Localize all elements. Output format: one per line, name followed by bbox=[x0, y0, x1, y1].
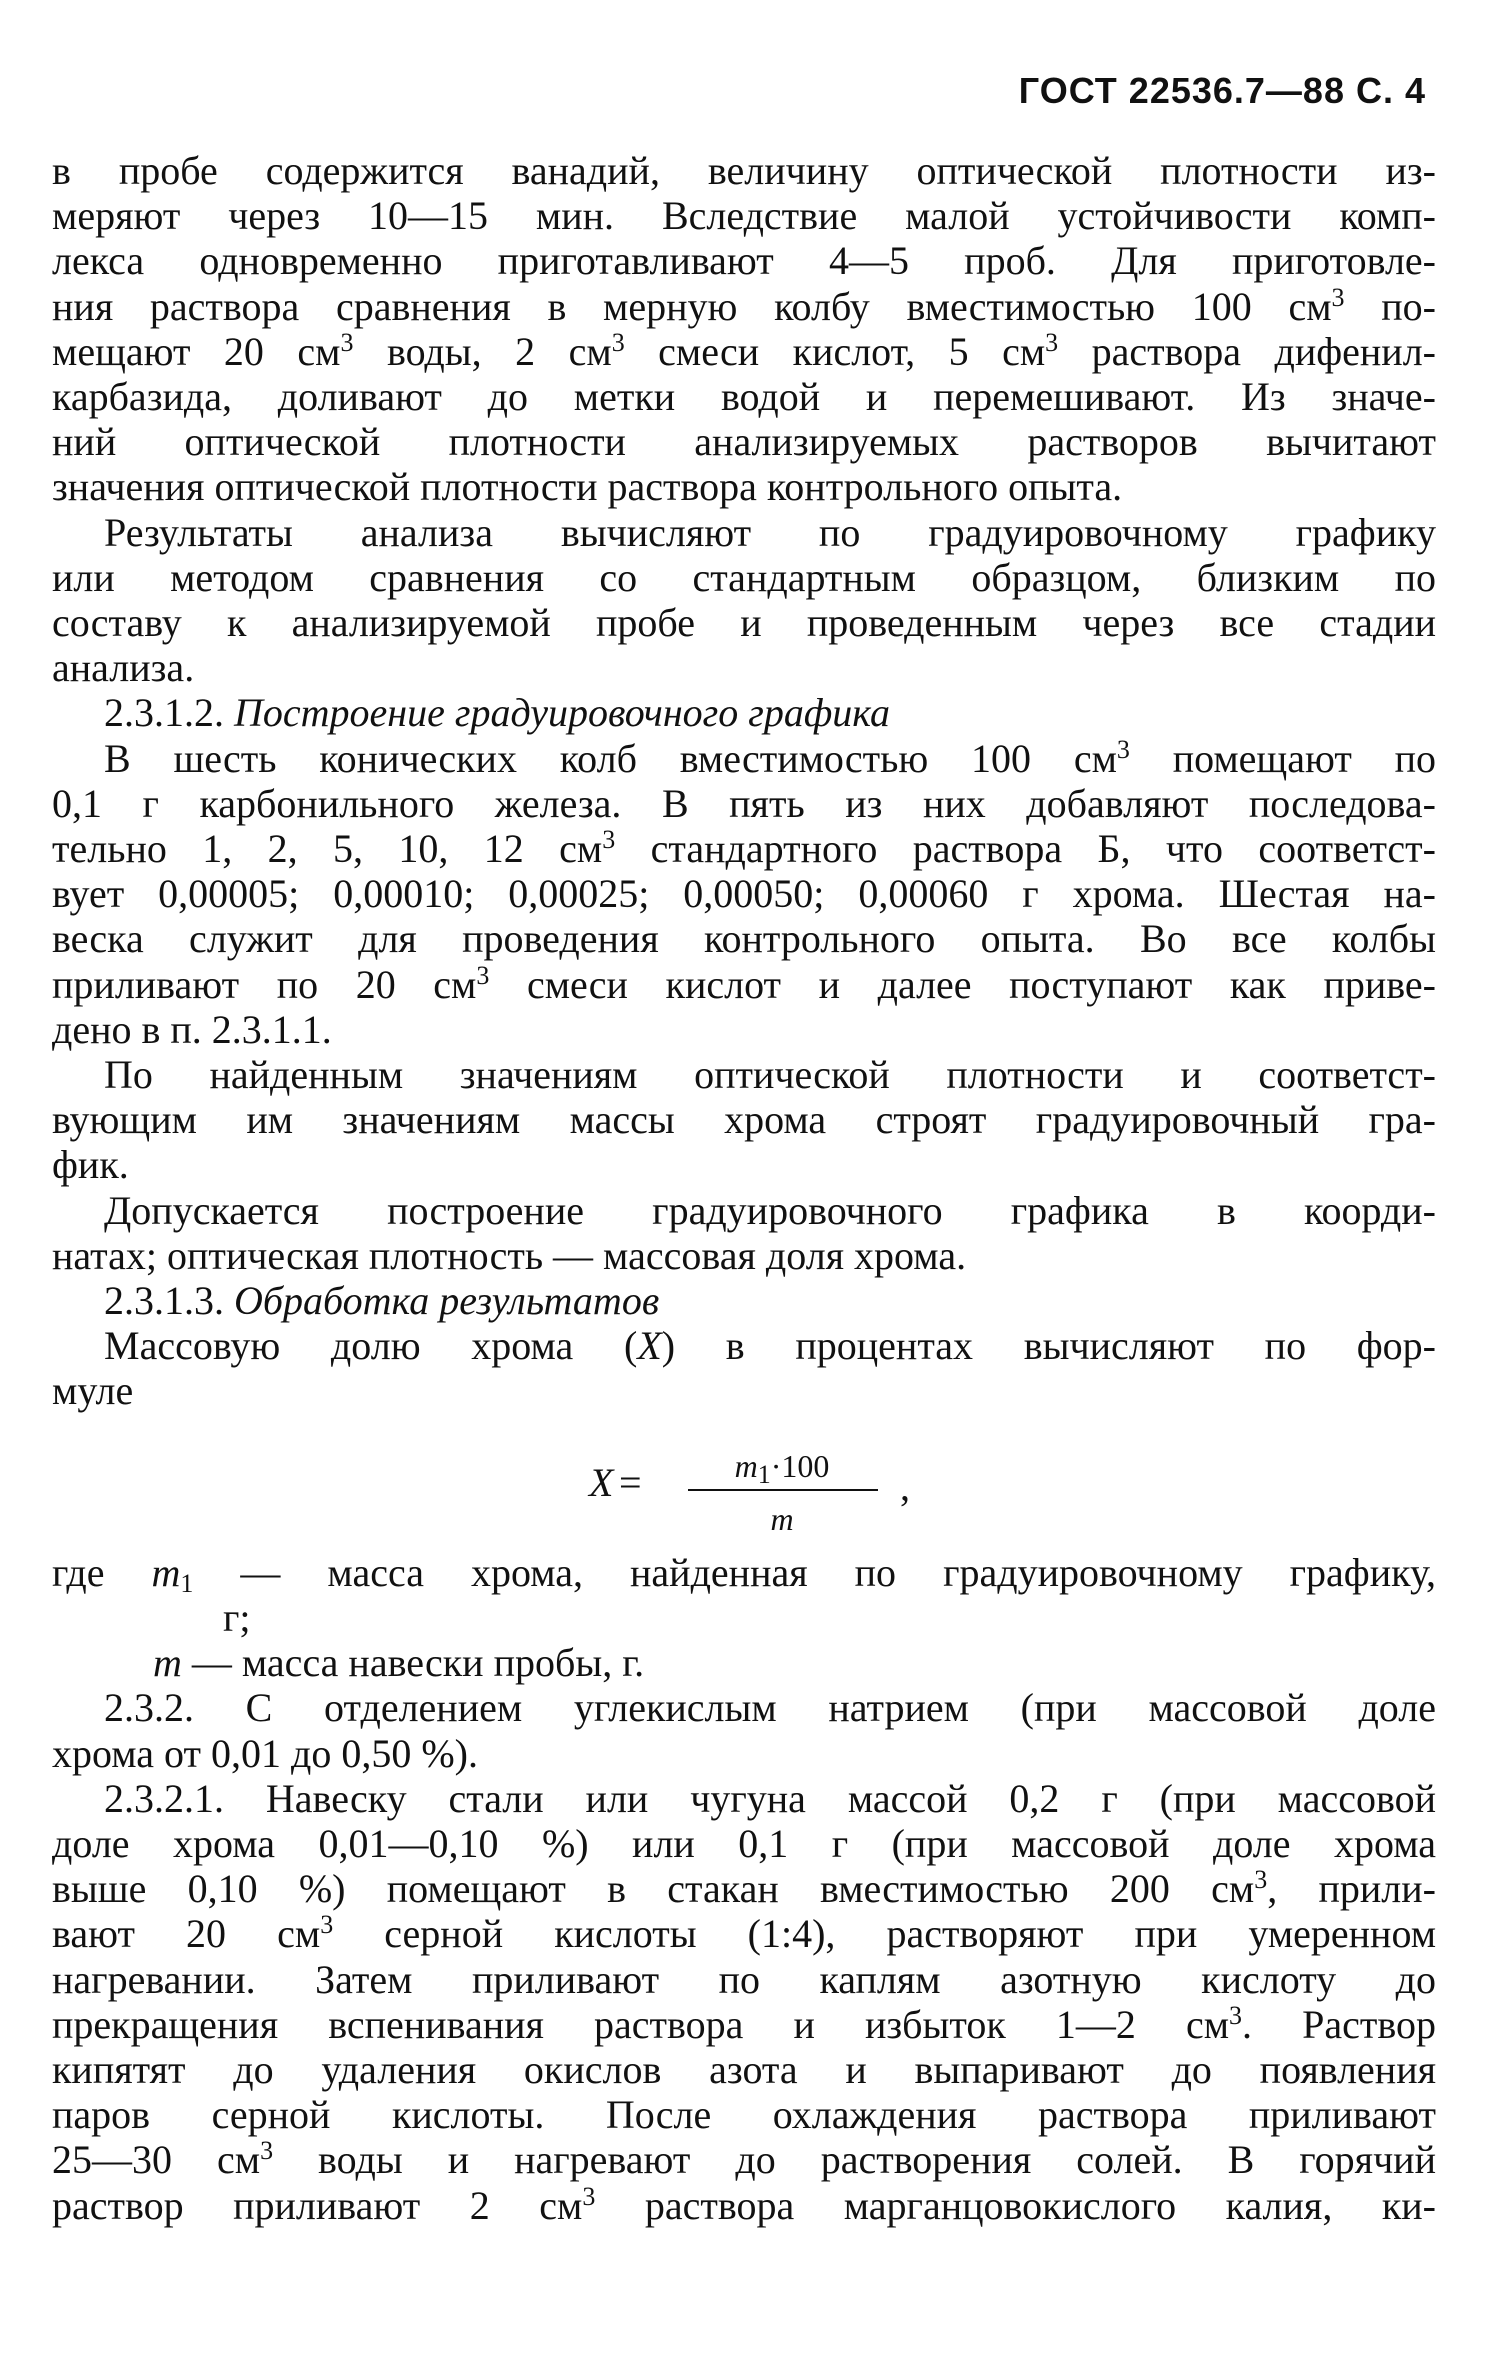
formula-mass-fraction bbox=[52, 1414, 1436, 1550]
text-line: ния раствора сравнения в мерную колбу вместимостью 100 $см^3$ по- bbox=[52, 282, 1436, 329]
fraction-bar bbox=[688, 1489, 878, 1491]
section-heading-2-3-1-2: 2.3.1.2. Построение градуировочного графика bbox=[104, 690, 890, 736]
paragraph-2-3-2 bbox=[52, 1685, 1436, 1775]
text-line: 25—30 $см^3$ воды и нагревают до растворения солей. В горячий bbox=[52, 2136, 1436, 2183]
text-line: вают 20 $см^3$ серной кислоты (1:4), растворяют при умеренном bbox=[52, 1910, 1437, 1957]
text-line: меряют через 10—15 мин. Вследствие малой устойчивости комп- bbox=[52, 193, 1436, 239]
page-header: ГОСТ 22536.7—88 С. 4 bbox=[1018, 70, 1426, 111]
paragraph-mass-fraction bbox=[52, 1323, 1436, 1413]
text-line: выше 0,10 %) помещают в стакан вместимостью 200 $см^3$, прили- bbox=[52, 1865, 1436, 1912]
text-line: муле bbox=[52, 1368, 134, 1414]
text-line: вует 0,00005; 0,00010; 0,00025; 0,00050; 0,00060 г хрома. Шестая на- bbox=[52, 871, 1436, 917]
text-line: тельно 1, 2, 5, 10, 12 $см^3$ стандартного раствора Б, что соответст- bbox=[52, 825, 1436, 872]
text-line: мещают 20 $см^3$ воды, 2 $см^3$ смеси кислот, 5 $см^3$ раствора дифенил- bbox=[52, 327, 1436, 374]
formula-numerator: $m_1\cdot 100$ bbox=[734, 1447, 830, 1489]
paragraph-calibration bbox=[52, 736, 1436, 1052]
formula-denominator: m bbox=[770, 1500, 794, 1537]
text-line: 2.3.2.1. Навеску стали или чугуна массой 0,2 г (при массовой bbox=[104, 1775, 1436, 1821]
text-line: паров серной кислоты. После охлаждения раствора приливают bbox=[52, 2092, 1436, 2138]
text-line: В шесть конических колб вместимостью 100 $см^3$ помещают по bbox=[104, 734, 1436, 781]
text-line: дено в п. 2.3.1.1. bbox=[52, 1006, 332, 1052]
text-line: хрома от 0,01 до 0,50 %). bbox=[52, 1730, 478, 1776]
text-line: раствор приливают 2 $см^3$ раствора марганцовокислого калия, ки- bbox=[52, 2181, 1436, 2228]
paragraph-2-3-2-1 bbox=[52, 1776, 1436, 2228]
legend-m: m — масса навески пробы, г. bbox=[153, 1640, 645, 1686]
formula-comma: , bbox=[900, 1463, 910, 1509]
text-line: приливают по 20 $см^3$ смеси кислот и далее поступают как приве- bbox=[52, 960, 1436, 1007]
section-heading-2-3-1-3: 2.3.1.3. Обработка результатов bbox=[104, 1278, 660, 1324]
text-line: ний оптической плотности анализируемых растворов вычитают bbox=[52, 419, 1436, 465]
text-line: Результаты анализа вычисляют по градуировочному графику bbox=[104, 509, 1436, 555]
text-line: Массовую долю хрома (X) в процентах вычисляют по фор- bbox=[104, 1323, 1437, 1369]
paragraph-graph bbox=[52, 1052, 1436, 1188]
legend-m1-unit: г; bbox=[223, 1594, 251, 1640]
text-line: 0,1 г карбонильного железа. В пять из них добавляют последова- bbox=[52, 780, 1436, 826]
text-line: натах; оптическая плотность — массовая доля хрома. bbox=[52, 1232, 967, 1278]
text-line: карбазида, доливают до метки водой и перемешивают. Из значе- bbox=[52, 374, 1436, 420]
legend-m1: где $m_1$ — масса хрома, найденная по градуировочному графику, bbox=[52, 1549, 1436, 1598]
paragraph-allowed bbox=[52, 1188, 1436, 1278]
text-line: составу к анализируемой пробе и проведенным через все стадии bbox=[52, 600, 1436, 646]
formula-equals: = bbox=[619, 1459, 642, 1505]
text-line: или методом сравнения со стандартным образцом, близким по bbox=[52, 554, 1436, 600]
text-line: в пробе содержится ванадий, величину оптической плотности из- bbox=[52, 148, 1436, 193]
text-line: Допускается построение градуировочного графика в коорди- bbox=[104, 1187, 1436, 1233]
paragraph-continuation bbox=[52, 148, 1436, 510]
text-line: 2.3.2. С отделением углекислым натрием (при массовой доле bbox=[104, 1685, 1436, 1731]
text-line: анализа. bbox=[52, 645, 195, 691]
text-line: фик. bbox=[52, 1142, 129, 1188]
paragraph-results bbox=[52, 510, 1436, 691]
text-line: кипятят до удаления окислов азота и выпаривают до появления bbox=[52, 2046, 1436, 2092]
text-line: значения оптической плотности раствора контрольного опыта. bbox=[52, 464, 1123, 510]
text-line: нагревании. Затем приливают по каплям азотную кислоту до bbox=[52, 1956, 1436, 2002]
body-text bbox=[52, 148, 1436, 2228]
text-line: доле хрома 0,01—0,10 %) или 0,1 г (при массовой доле хрома bbox=[52, 1820, 1436, 1866]
formula-legend bbox=[52, 1550, 1436, 1686]
text-line: прекращения вспенивания раствора и избыток 1—2 $см^3$. Раствор bbox=[52, 2000, 1436, 2047]
text-line: По найденным значениям оптической плотности и соответст- bbox=[104, 1052, 1436, 1098]
text-line: вующим им значениям массы хрома строят градуировочный гра- bbox=[52, 1097, 1436, 1143]
text-line: лекса одновременно приготавливают 4—5 проб. Для приготовле- bbox=[52, 238, 1436, 284]
formula-lhs: X bbox=[589, 1459, 614, 1505]
text-line: веска служит для проведения контрольного опыта. Во все колбы bbox=[52, 916, 1436, 962]
